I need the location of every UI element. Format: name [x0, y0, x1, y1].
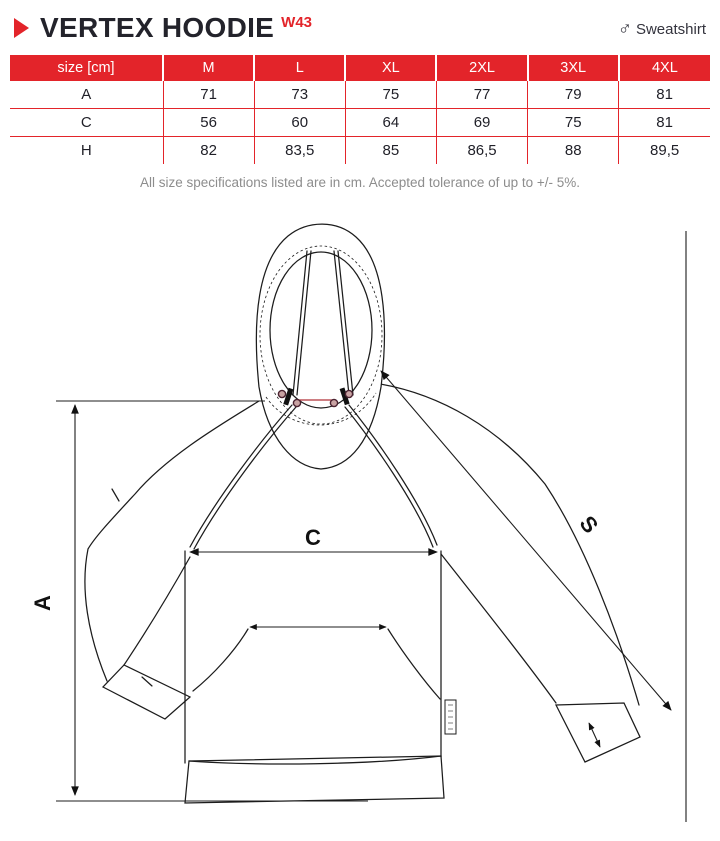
left-sleeve	[85, 401, 259, 719]
col-header-m: M	[163, 55, 254, 81]
cell: 83,5	[254, 137, 345, 165]
col-header-size: size [cm]	[10, 55, 163, 81]
col-header-2xl: 2XL	[436, 55, 527, 81]
cell: 85	[345, 137, 436, 165]
cell: 81	[619, 109, 710, 137]
page-title: VERTEX HOODIE	[40, 12, 275, 43]
cell: 60	[254, 109, 345, 137]
side-seam-tag	[445, 700, 456, 734]
label-s: S	[574, 510, 604, 538]
row-label: A	[10, 81, 163, 109]
red-arrow-icon	[14, 18, 29, 38]
row-label: H	[10, 137, 163, 165]
dimension-a	[30, 401, 265, 795]
cell: 64	[345, 109, 436, 137]
cuff-dim-arrow	[589, 723, 600, 747]
label-a: A	[30, 595, 55, 611]
row-label: C	[10, 109, 163, 137]
tolerance-note: All size specifications listed are in cm. Accepted tolerance of up to +/- 5%.	[139, 175, 581, 190]
left-cuff	[103, 665, 190, 719]
col-header-3xl: 3XL	[528, 55, 619, 81]
cell: 88	[528, 137, 619, 165]
product-code: W43	[281, 14, 313, 31]
cell: 79	[528, 81, 619, 109]
cell: 75	[528, 109, 619, 137]
cell: 71	[163, 81, 254, 109]
col-header-l: L	[254, 55, 345, 81]
label-c: C	[305, 525, 321, 550]
cell: 81	[619, 81, 710, 109]
table-row-c	[10, 109, 710, 137]
table-row-h	[10, 137, 710, 165]
dimension-s	[381, 371, 671, 710]
hoodie-body	[185, 551, 441, 763]
cell: 56	[163, 109, 254, 137]
col-header-4xl: 4XL	[619, 55, 710, 81]
size-table-header-row	[10, 55, 710, 81]
cell: 77	[436, 81, 527, 109]
table-row-a	[10, 81, 710, 109]
category-label: Sweatshirt	[635, 21, 706, 38]
kangaroo-pocket	[193, 627, 440, 699]
category-badge	[618, 20, 706, 39]
cell: 86,5	[436, 137, 527, 165]
cell: 82	[163, 137, 254, 165]
dimension-c	[190, 525, 437, 552]
cell: 73	[254, 81, 345, 109]
cell: 69	[436, 109, 527, 137]
size-table	[10, 55, 710, 164]
cell: 75	[345, 81, 436, 109]
right-sleeve	[374, 383, 640, 762]
male-gender-icon: ♂	[617, 19, 632, 40]
cell: 89,5	[619, 137, 710, 165]
hoodie-technical-drawing	[0, 214, 720, 830]
page-header	[0, 0, 720, 42]
col-header-xl: XL	[345, 55, 436, 81]
right-cuff	[556, 703, 640, 762]
